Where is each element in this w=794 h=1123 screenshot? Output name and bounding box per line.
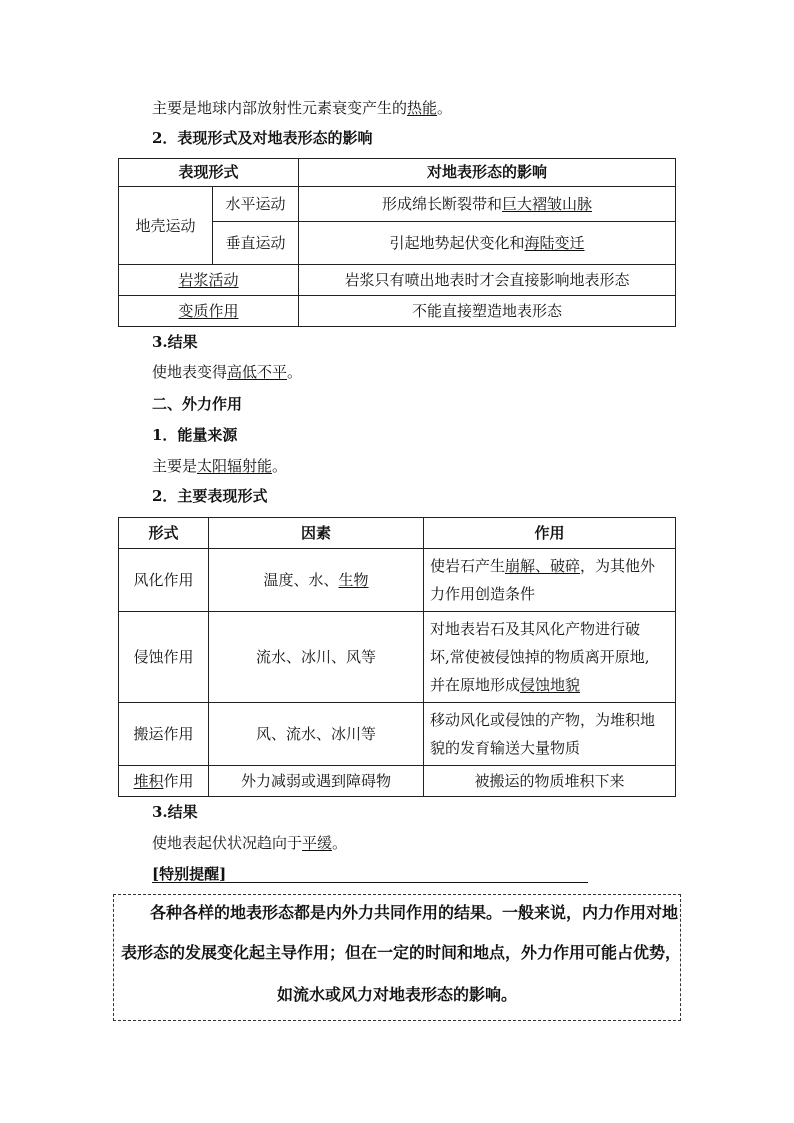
- table-row: [119, 518, 676, 549]
- external-forces-table: [118, 517, 676, 797]
- deposition-factor-cell: 外力减弱或遇到障碍物: [209, 766, 424, 797]
- table-row: [119, 766, 676, 797]
- header-cell: 形式: [119, 518, 209, 549]
- table-row: [119, 296, 676, 327]
- horizontal-effect-cell: 形成绵长断裂带和巨大褶皱山脉: [299, 187, 676, 222]
- external-forces-heading: 二、外力作用: [152, 395, 243, 413]
- header-cell: 对地表形态的影响: [299, 159, 676, 187]
- table-row: [119, 187, 676, 222]
- table-row: [119, 549, 676, 612]
- forms-heading: 2．主要表现形式: [152, 487, 268, 505]
- metamorphism-cell: 变质作用: [119, 296, 299, 327]
- header-cell: 因素: [209, 518, 424, 549]
- outer-result-text: 使地表起伏状况趋向于平缓。: [152, 834, 348, 852]
- deposition-cell: 堆积作用: [119, 766, 209, 797]
- crust-movement-cell: 地壳运动: [119, 187, 213, 265]
- magma-effect-cell: 岩浆只有喷出地表时才会直接影响地表形态: [299, 265, 676, 296]
- outer-result-heading: 3.结果: [152, 803, 198, 821]
- horizontal-movement-cell: 水平运动: [213, 187, 299, 222]
- weathering-cell: 风化作用: [119, 549, 209, 612]
- table-row: [119, 703, 676, 766]
- vertical-movement-cell: 垂直运动: [213, 222, 299, 265]
- table-row: [119, 612, 676, 703]
- energy-sentence: 主要是地球内部放射性元素衰变产生的热能。: [152, 99, 453, 117]
- tip-line-1: 各种各样的地表形态都是内外力共同作用的结果。一般来说，内力作用对地: [150, 903, 679, 922]
- header-cell: 作用: [424, 518, 676, 549]
- tip-divider: [152, 882, 588, 883]
- weathering-factor-cell: 温度、水、生物: [209, 549, 424, 612]
- tip-title: [特别提醒]: [152, 865, 227, 883]
- energy-source-heading: 1．能量来源: [152, 426, 238, 444]
- transport-cell: 搬运作用: [119, 703, 209, 766]
- weathering-effect-cell: 使岩石产生崩解、破碎，为其他外 力作用创造条件: [424, 549, 676, 612]
- internal-forces-table: [118, 158, 676, 327]
- table-row: [119, 265, 676, 296]
- tip-line-2: 表形态的发展变化起主导作用；但在一定的时间和地点，外力作用可能占优势，: [121, 943, 682, 962]
- inner-result-text: 使地表变得高低不平。: [152, 363, 303, 381]
- erosion-effect-cell: 对地表岩石及其风化产物进行破 坏,常使被侵蚀掉的物质离开原地, 并在原地形成侵蚀地貌: [424, 612, 676, 703]
- energy-source-text: 主要是太阳辐射能。: [152, 457, 288, 475]
- section2-heading: 2．表现形式及对地表形态的影响: [152, 129, 373, 147]
- deposition-effect-cell: 被搬运的物质堆积下来: [424, 766, 676, 797]
- tip-box: [113, 894, 681, 1021]
- metamorphism-effect-cell: 不能直接塑造地表形态: [299, 296, 676, 327]
- transport-effect-cell: 移动风化或侵蚀的产物，为堆积地 貌的发育输送大量物质: [424, 703, 676, 766]
- erosion-factor-cell: 流水、冰川、风等: [209, 612, 424, 703]
- magma-cell: 岩浆活动: [119, 265, 299, 296]
- inner-result-heading: 3.结果: [152, 333, 198, 351]
- tip-line-3: 如流水或风力对地表形态的影响。: [276, 985, 517, 1004]
- transport-factor-cell: 风、流水、冰川等: [209, 703, 424, 766]
- vertical-effect-cell: 引起地势起伏变化和海陆变迁: [299, 222, 676, 265]
- table-row: [119, 159, 676, 187]
- erosion-cell: 侵蚀作用: [119, 612, 209, 703]
- underlined-answer: 热能: [407, 99, 438, 117]
- header-cell: 表现形式: [119, 159, 299, 187]
